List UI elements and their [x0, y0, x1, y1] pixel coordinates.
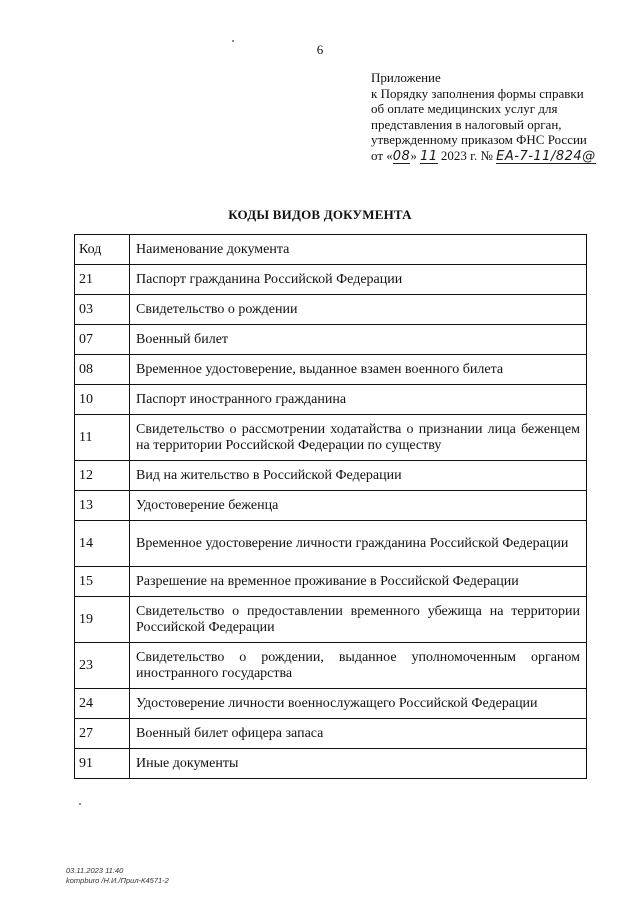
date-day-handwritten: 08 [392, 148, 411, 164]
order-date-line [371, 148, 631, 164]
row-code: 15 [75, 567, 130, 597]
scan-speck [79, 803, 81, 805]
appendix-line-5: утвержденному приказом ФНС России [371, 132, 587, 147]
row-name: Паспорт иностранного гражданина [130, 385, 587, 415]
table-row [75, 325, 587, 355]
document-codes-table [74, 234, 587, 779]
row-code: 21 [75, 265, 130, 295]
row-code: 19 [75, 597, 130, 643]
table-row [75, 461, 587, 491]
appendix-block [371, 70, 631, 164]
appendix-line-4: представления в налоговый орган, [371, 116, 562, 132]
row-name: Вид на жительство в Российской Федерации [130, 461, 587, 491]
row-code: 08 [75, 355, 130, 385]
table-row [75, 415, 587, 461]
document-title: КОДЫ ВИДОВ ДОКУМЕНТА [228, 207, 412, 222]
row-code: 11 [75, 415, 130, 461]
date-mid: » [410, 147, 417, 163]
table-row [75, 265, 587, 295]
appendix-line-2: к Порядку заполнения формы справки [371, 85, 584, 101]
order-number-handwritten: ЕА-7-11/824@ [496, 148, 596, 164]
table-row [75, 295, 587, 325]
row-name: Удостоверение беженца [130, 491, 587, 521]
row-name: Военный билет [130, 325, 587, 355]
row-code: 03 [75, 295, 130, 325]
table-row [75, 643, 587, 689]
table-row [75, 749, 587, 779]
row-name: Свидетельство о предоставлении временного убежища на территории Российской Федерации [130, 597, 587, 643]
row-name: Временное удостоверение личности гражданина Российской Федерации [130, 521, 587, 567]
table-header-row [75, 235, 587, 265]
scan-speck [232, 40, 234, 42]
date-year: 2023 г. № [440, 147, 493, 163]
row-name: Разрешение на временное проживание в Российской Федерации [130, 567, 587, 597]
row-name: Удостоверение личности военнослужащего Российской Федерации [130, 689, 587, 719]
row-name: Временное удостоверение, выданное взамен военного билета [130, 355, 587, 385]
appendix-line-1: Приложение [371, 70, 441, 85]
print-footer [66, 866, 169, 886]
date-month-handwritten: 11 [420, 148, 438, 164]
row-name: Военный билет офицера запаса [130, 719, 587, 749]
row-code: 14 [75, 521, 130, 567]
row-name: Иные документы [130, 749, 587, 779]
page-number: 6 [316, 42, 324, 57]
table-row [75, 567, 587, 597]
table-row [75, 719, 587, 749]
table-row [75, 689, 587, 719]
row-code: 12 [75, 461, 130, 491]
row-name: Свидетельство о рождении, выданное уполномоченным органом иностранного государства [130, 643, 587, 689]
row-code: 23 [75, 643, 130, 689]
table-row [75, 597, 587, 643]
table-row [75, 521, 587, 567]
appendix-line-3: об оплате медицинских услуг для [371, 101, 558, 116]
row-name: Свидетельство о рассмотрении ходатайства о признании лица беженцем на территории Российской Федерации по существу [130, 415, 587, 461]
footer-author: kompburo /Н.И./Прил-К4571-2 [66, 876, 169, 885]
footer-timestamp: 03.11.2023 11:40 [66, 866, 124, 875]
row-code: 91 [75, 749, 130, 779]
row-code: 24 [75, 689, 130, 719]
row-name: Паспорт гражданина Российской Федерации [130, 265, 587, 295]
row-name: Свидетельство о рождении [130, 295, 587, 325]
header-name: Наименование документа [130, 235, 587, 265]
row-code: 27 [75, 719, 130, 749]
header-code: Код [75, 235, 130, 265]
table-row [75, 491, 587, 521]
row-code: 10 [75, 385, 130, 415]
row-code: 13 [75, 491, 130, 521]
table-row [75, 385, 587, 415]
row-code: 07 [75, 325, 130, 355]
table-row [75, 355, 587, 385]
date-prefix: от « [371, 147, 393, 163]
